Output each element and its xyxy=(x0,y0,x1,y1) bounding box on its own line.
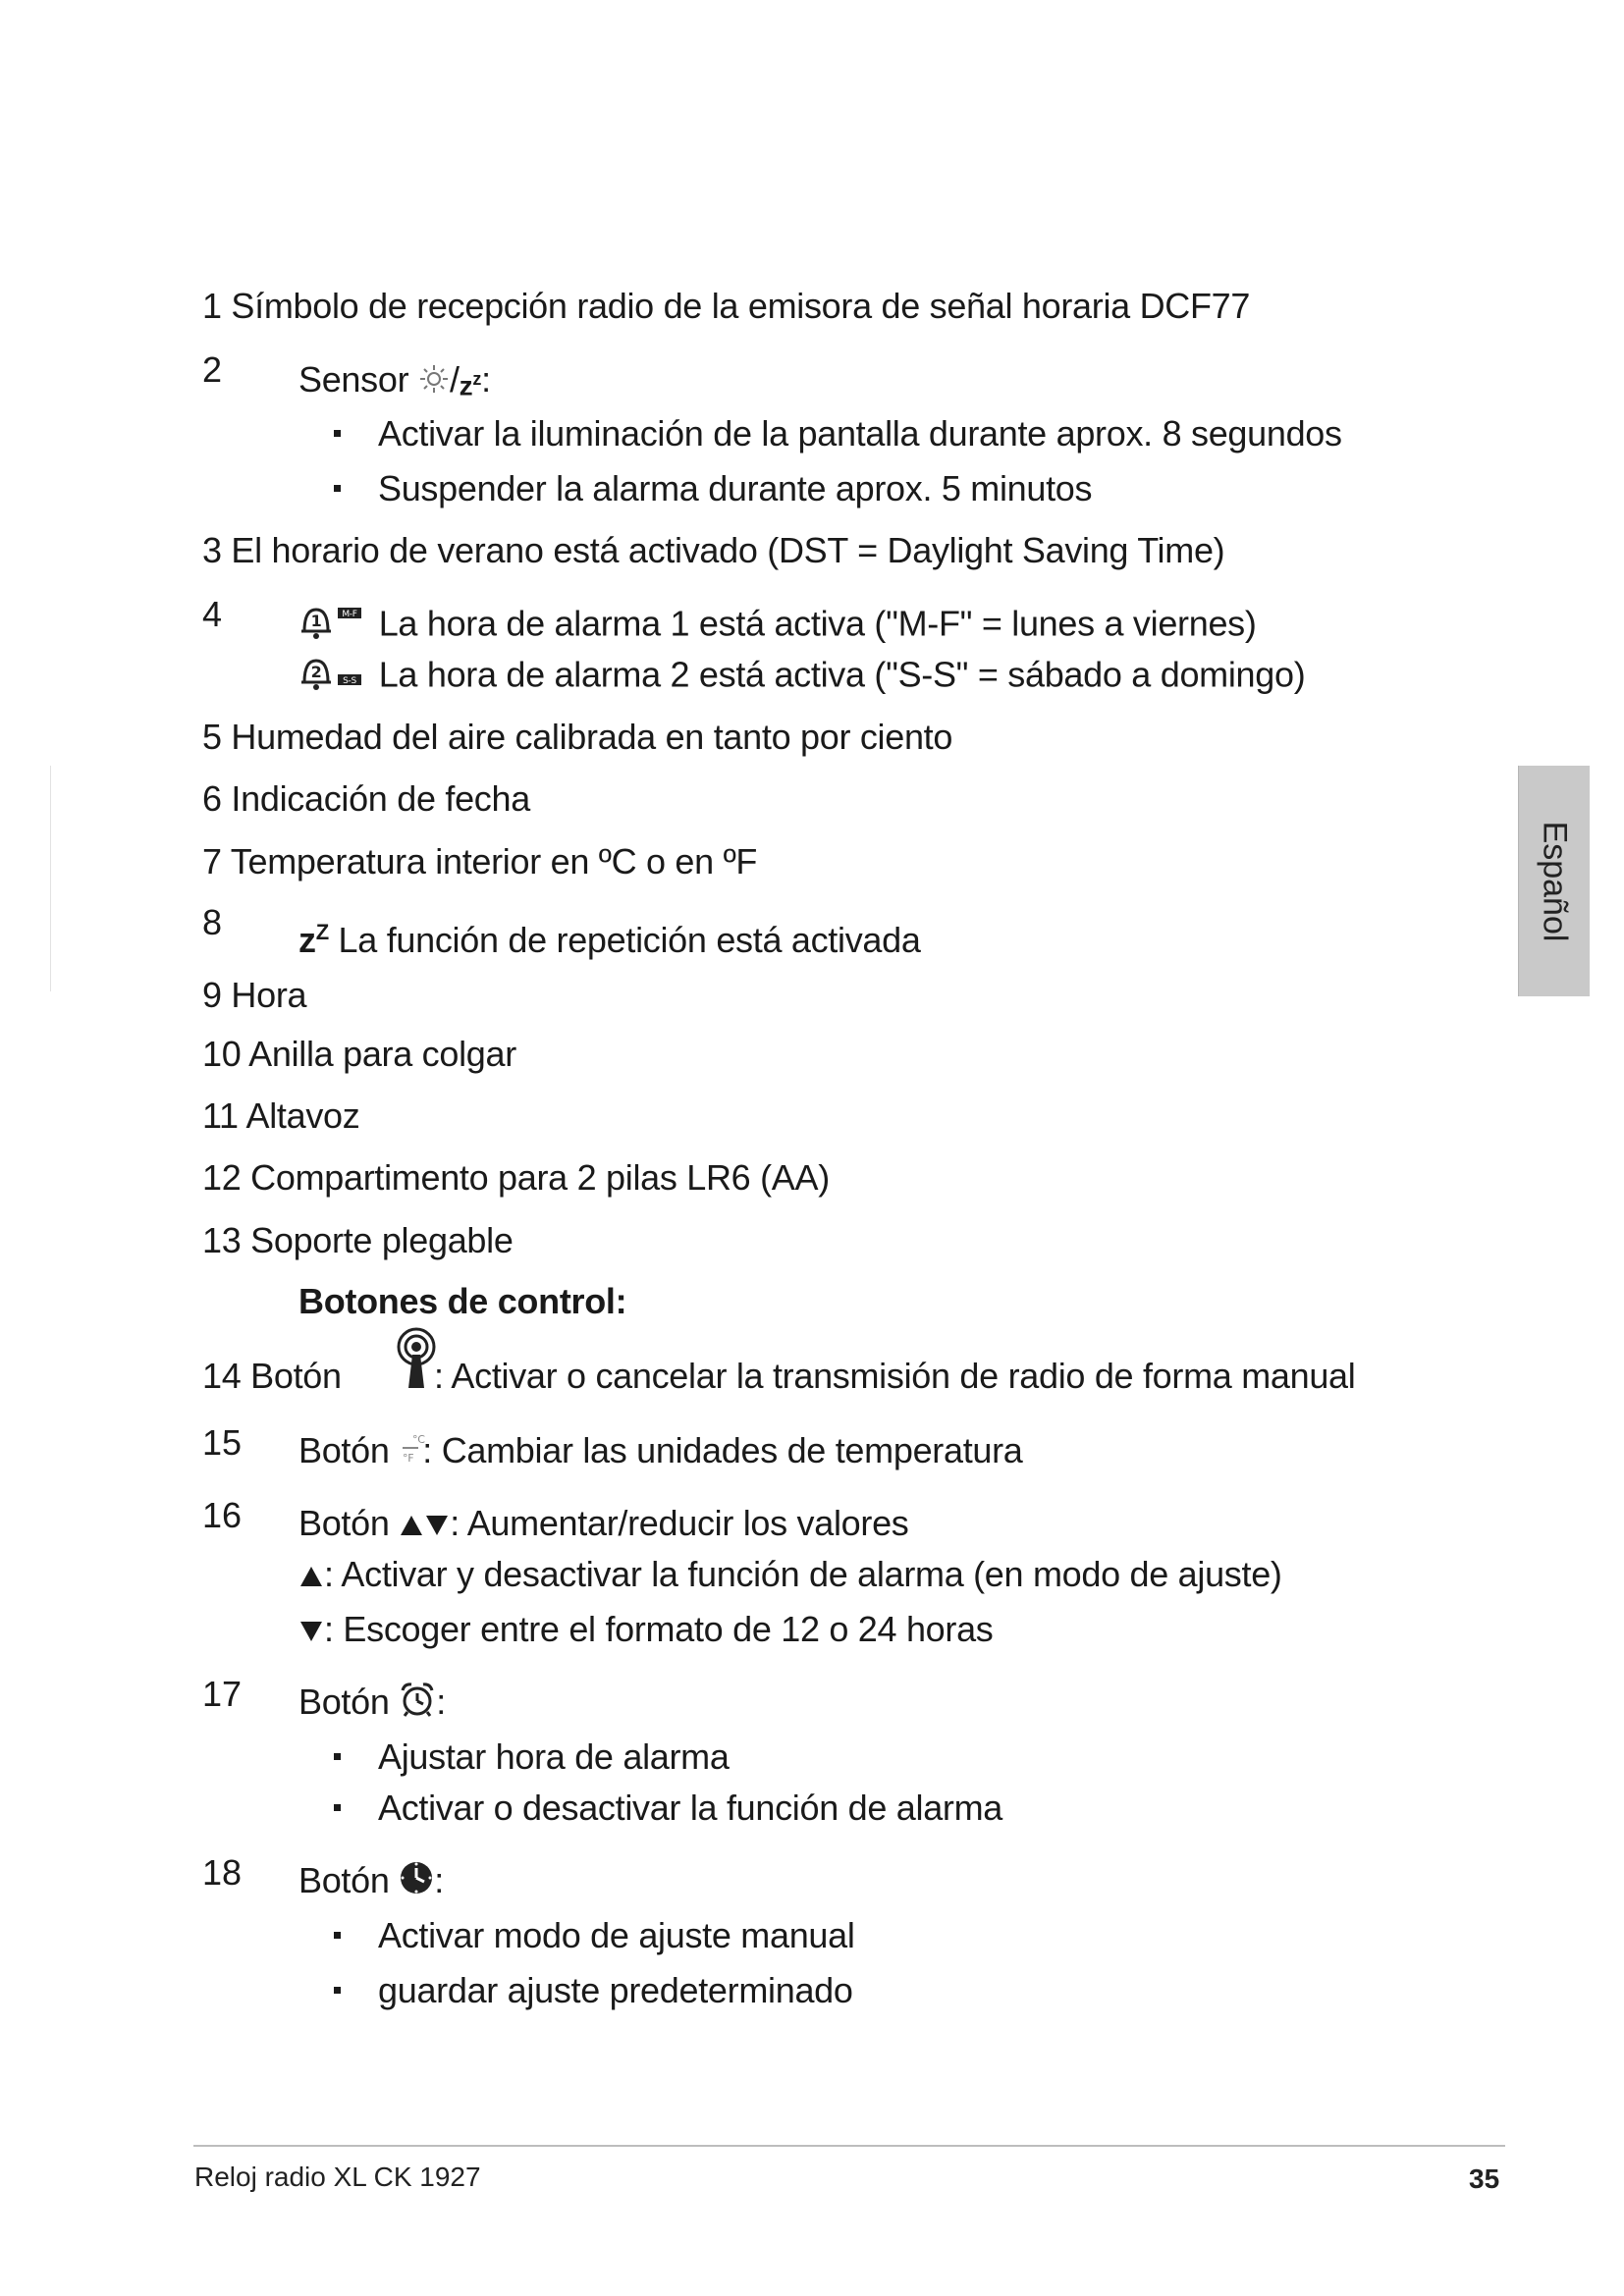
item-4-number: 4 xyxy=(202,594,223,634)
item-1: 1 Símbolo de recepción radio de la emisora de señal horaria DCF77 xyxy=(202,286,1251,326)
item-11: 11 Altavoz xyxy=(202,1095,360,1136)
language-tab-label: Español xyxy=(1536,821,1574,941)
svg-text:°C: °C xyxy=(412,1433,425,1447)
bullet xyxy=(334,1987,341,1994)
svg-text:2: 2 xyxy=(310,663,322,681)
item-17-bullet-1: Ajustar hora de alarma xyxy=(378,1736,730,1777)
svg-text:M-F: M-F xyxy=(342,610,357,619)
item-16-up-text: : Activar y desactivar la función de alarma (en modo de ajuste) xyxy=(324,1554,1282,1594)
item-4-text-b: La hora de alarma 2 está activa ("S-S" = sábado a domingo) xyxy=(378,654,1306,695)
item-17-bullet-2: Activar o desactivar la función de alarma xyxy=(378,1788,1003,1828)
item-4-text-a: La hora de alarma 1 está activa ("M-F" = lunes a viernes) xyxy=(378,603,1257,644)
item-7: 7 Temperatura interior en ºC o en ºF xyxy=(202,841,758,881)
item-17-label: Botón xyxy=(298,1682,390,1722)
item-14-label: 14 Botón xyxy=(202,1356,342,1396)
alarm-clock-icon xyxy=(399,1681,436,1728)
bullet xyxy=(334,1932,341,1939)
footer-product: Reloj radio XL CK 1927 xyxy=(194,2162,481,2192)
item-2-line xyxy=(298,357,491,407)
triangle-up-icon xyxy=(298,1555,324,1598)
item-15-line xyxy=(298,1429,1023,1474)
item-15-label: Botón xyxy=(298,1430,390,1470)
item-17-number: 17 xyxy=(202,1674,243,1714)
item-6: 6 Indicación de fecha xyxy=(202,778,530,819)
snooze-icon: $z^Z$ xyxy=(298,920,329,960)
bullet xyxy=(334,430,341,437)
page-edge-line xyxy=(50,766,51,991)
item-10: 10 Anilla para colgar xyxy=(202,1034,516,1074)
item-2-bullet-2: Suspender la alarma durante aprox. 5 minutos xyxy=(378,468,1093,508)
item-2-separator: / xyxy=(449,359,460,400)
clock-icon xyxy=(399,1860,434,1905)
controls-heading: Botones de control: xyxy=(298,1281,627,1321)
footer-rule xyxy=(193,2145,1505,2147)
item-12: 12 Compartimento para 2 pilas LR6 (AA) xyxy=(202,1157,830,1198)
item-2-bullet-1: Activar la iluminación de la pantalla durante aprox. 8 segundos xyxy=(378,413,1342,454)
item-4-line-a xyxy=(298,602,1257,651)
item-2-label: Sensor xyxy=(298,359,409,400)
triangle-up-icon xyxy=(399,1504,424,1547)
item-14-text: : Activar o cancelar la transmisión de radio de forma manual xyxy=(434,1356,1356,1396)
snooze-icon: $z^z$ xyxy=(459,369,482,401)
item-17-colon: : xyxy=(436,1682,446,1722)
item-16-label: Botón xyxy=(298,1503,390,1543)
item-18-line xyxy=(298,1859,444,1905)
item-16-down-text: : Escoger entre el formato de 12 o 24 horas xyxy=(324,1609,994,1649)
item-16-number: 16 xyxy=(202,1495,243,1535)
item-18-label: Botón xyxy=(298,1860,390,1900)
item-13: 13 Soporte plegable xyxy=(202,1220,514,1260)
bullet xyxy=(334,485,341,492)
item-15-number: 15 xyxy=(202,1422,243,1463)
item-16-text: : Aumentar/reducir los valores xyxy=(450,1503,909,1543)
item-18-number: 18 xyxy=(202,1852,243,1893)
item-9: 9 Hora xyxy=(202,975,307,1015)
item-2-colon: : xyxy=(481,359,491,400)
svg-text:1: 1 xyxy=(310,612,322,630)
triangle-down-icon xyxy=(424,1504,450,1547)
item-18-bullet-1: Activar modo de ajuste manual xyxy=(378,1915,855,1955)
item-4-line-b xyxy=(298,653,1305,702)
item-16-down-line xyxy=(298,1608,994,1653)
sun-icon xyxy=(418,361,450,404)
language-tab xyxy=(1518,766,1590,996)
radio-tower-icon xyxy=(393,1325,440,1397)
item-16-line xyxy=(298,1502,909,1547)
celsius-fahrenheit-icon xyxy=(399,1431,425,1474)
alarm1-icon xyxy=(298,602,369,651)
item-18-colon: : xyxy=(434,1860,444,1900)
item-8-line xyxy=(298,911,921,962)
item-5: 5 Humedad del aire calibrada en tanto por ciento xyxy=(202,717,953,757)
item-3: 3 El horario de verano está activado (DST = Daylight Saving Time) xyxy=(202,530,1225,570)
item-2-number: 2 xyxy=(202,349,223,390)
item-17-line xyxy=(298,1681,446,1728)
page-number: 35 xyxy=(1469,2163,1500,2194)
triangle-down-icon xyxy=(298,1610,324,1653)
item-18-bullet-2: guardar ajuste predeterminado xyxy=(378,1970,853,2010)
svg-text:°F: °F xyxy=(403,1452,414,1466)
item-8-text: La función de repetición está activada xyxy=(338,920,921,960)
alarm2-icon xyxy=(298,653,369,702)
bullet xyxy=(334,1753,341,1760)
item-8-number: 8 xyxy=(202,902,223,942)
bullet xyxy=(334,1804,341,1811)
item-16-up-line xyxy=(298,1553,1282,1598)
svg-text:S-S: S-S xyxy=(343,676,356,686)
item-15-text: : Cambiar las unidades de temperatura xyxy=(422,1430,1023,1470)
